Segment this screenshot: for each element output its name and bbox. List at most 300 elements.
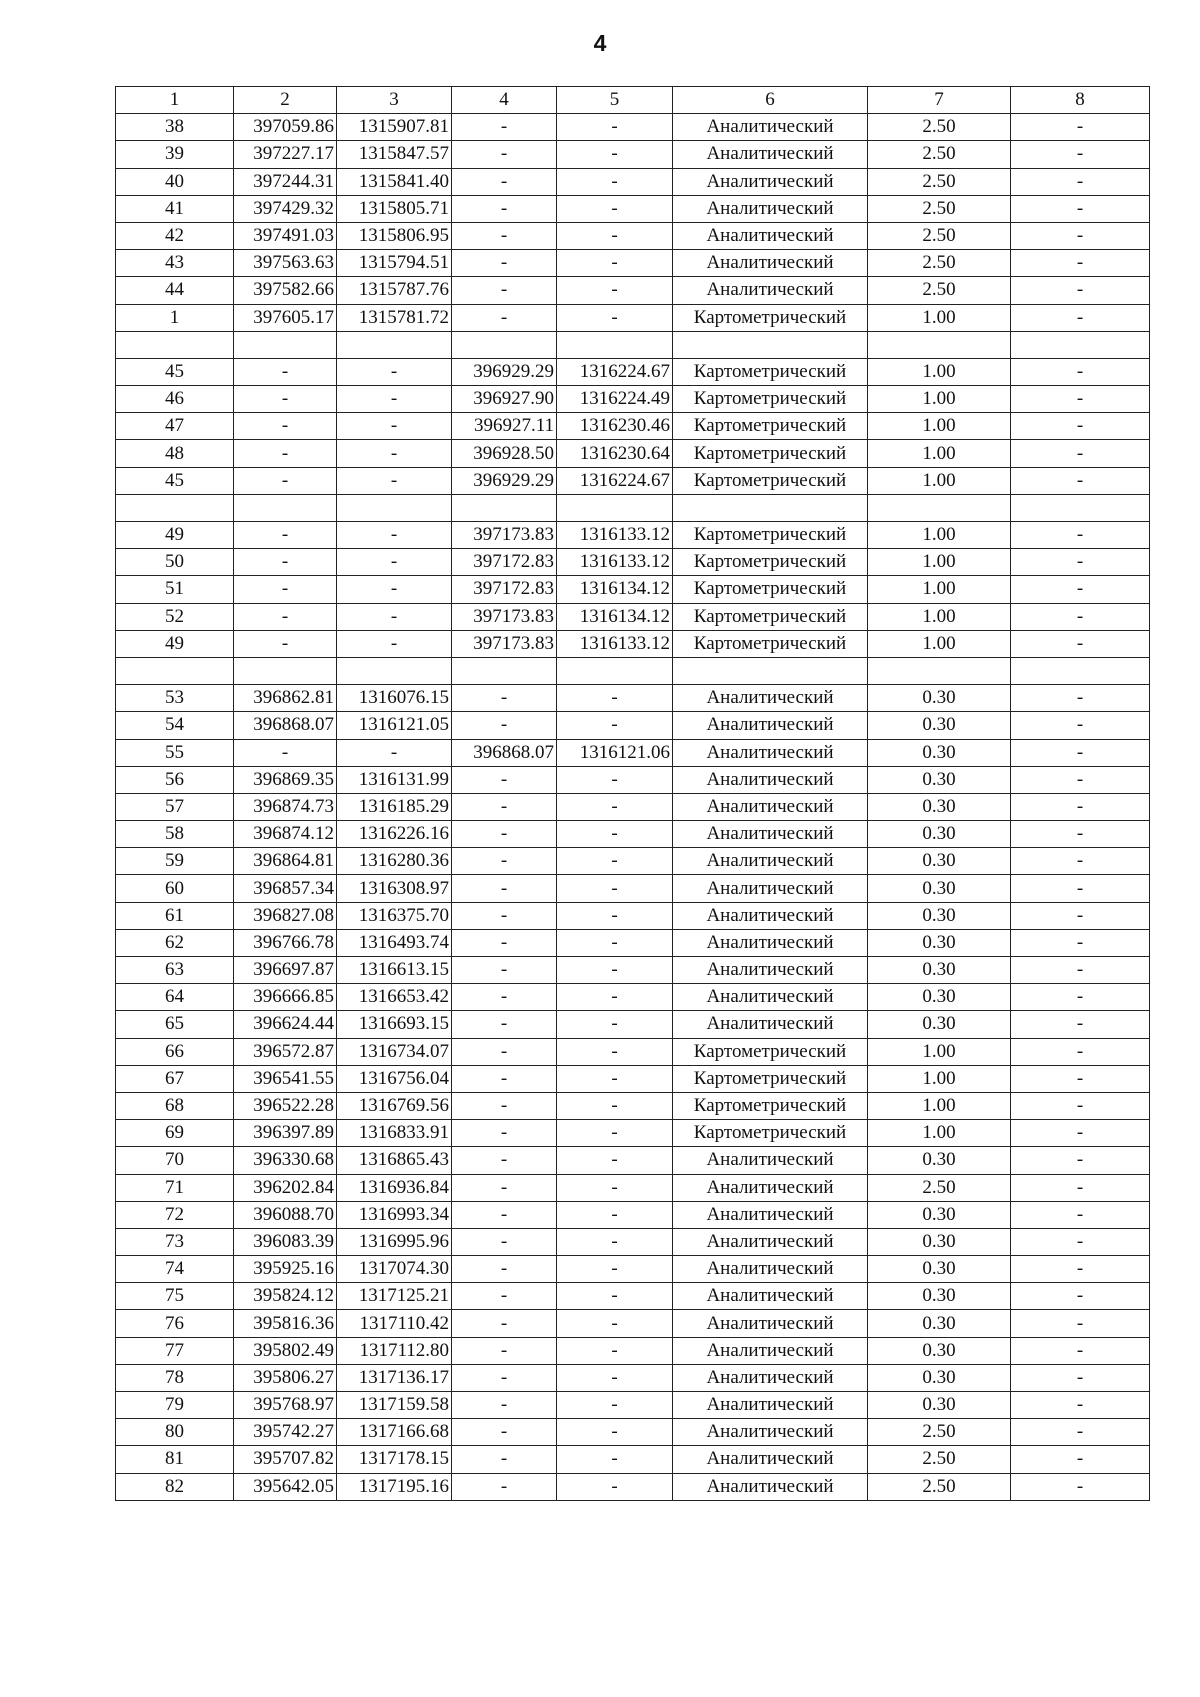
cell-point-number: 52 [116, 603, 234, 630]
cell-description: - [1011, 1011, 1150, 1038]
cell-x-new: - [452, 1228, 557, 1255]
cell-method [673, 331, 868, 358]
cell-method: Аналитический [673, 793, 868, 820]
cell-y-existing: 1316693.15 [337, 1011, 452, 1038]
cell-accuracy: 0.30 [868, 984, 1011, 1011]
cell-method: Картометрический [673, 1092, 868, 1119]
cell-method: Картометрический [673, 1120, 868, 1147]
cell-description: - [1011, 1446, 1150, 1473]
cell-description: - [1011, 712, 1150, 739]
cell-y-existing: 1315907.81 [337, 114, 452, 141]
cell-description: - [1011, 1364, 1150, 1391]
cell-y-existing: - [337, 413, 452, 440]
cell-description: - [1011, 848, 1150, 875]
cell-x-existing: 395768.97 [234, 1392, 337, 1419]
cell-y-new: - [557, 1147, 673, 1174]
cell-accuracy: 0.30 [868, 1283, 1011, 1310]
cell-method: Аналитический [673, 739, 868, 766]
cell-y-existing: 1317195.16 [337, 1473, 452, 1500]
cell-y-new: - [557, 222, 673, 249]
table-row [116, 522, 1150, 549]
table-row [116, 250, 1150, 277]
cell-y-new: - [557, 902, 673, 929]
cell-y-existing: - [337, 603, 452, 630]
table-row [116, 1446, 1150, 1473]
cell-accuracy: 0.30 [868, 1337, 1011, 1364]
cell-description: - [1011, 522, 1150, 549]
cell-x-existing: 397582.66 [234, 277, 337, 304]
cell-accuracy: 2.50 [868, 141, 1011, 168]
cell-y-existing: 1316833.91 [337, 1120, 452, 1147]
cell-point-number: 49 [116, 630, 234, 657]
cell-method [673, 494, 868, 521]
cell-x-new: - [452, 766, 557, 793]
cell-method: Аналитический [673, 1147, 868, 1174]
cell-accuracy: 0.30 [868, 1364, 1011, 1391]
cell-x-existing: 397605.17 [234, 304, 337, 331]
cell-x-existing: 396766.78 [234, 929, 337, 956]
cell-method: Картометрический [673, 413, 868, 440]
table-row [116, 1038, 1150, 1065]
cell-description: - [1011, 1038, 1150, 1065]
cell-accuracy [868, 331, 1011, 358]
cell-accuracy [868, 494, 1011, 521]
cell-accuracy: 2.50 [868, 1473, 1011, 1500]
table-row [116, 1337, 1150, 1364]
cell-point-number: 48 [116, 440, 234, 467]
cell-y-existing: 1316076.15 [337, 685, 452, 712]
cell-point-number: 60 [116, 875, 234, 902]
table-row [116, 1364, 1150, 1391]
cell-point-number [116, 657, 234, 684]
cell-method: Картометрический [673, 386, 868, 413]
cell-y-existing: 1316936.84 [337, 1174, 452, 1201]
cell-y-new: - [557, 984, 673, 1011]
cell-description: - [1011, 929, 1150, 956]
cell-x-new: 397173.83 [452, 603, 557, 630]
cell-x-existing: 395824.12 [234, 1283, 337, 1310]
cell-y-existing: 1316769.56 [337, 1092, 452, 1119]
table-row [116, 657, 1150, 684]
cell-accuracy: 0.30 [868, 848, 1011, 875]
cell-method: Картометрический [673, 440, 868, 467]
table-row [116, 1473, 1150, 1500]
table-row [116, 739, 1150, 766]
cell-x-new: 396929.29 [452, 358, 557, 385]
cell-x-new [452, 331, 557, 358]
cell-method: Аналитический [673, 685, 868, 712]
cell-x-new: - [452, 1364, 557, 1391]
cell-accuracy: 2.50 [868, 1419, 1011, 1446]
table-row [116, 1419, 1150, 1446]
cell-method: Аналитический [673, 712, 868, 739]
cell-y-new: - [557, 1256, 673, 1283]
cell-y-existing: 1316280.36 [337, 848, 452, 875]
cell-x-existing: 397227.17 [234, 141, 337, 168]
table-row [116, 304, 1150, 331]
cell-x-existing: 396697.87 [234, 957, 337, 984]
cell-method: Картометрический [673, 1065, 868, 1092]
cell-point-number: 82 [116, 1473, 234, 1500]
cell-y-existing: 1316865.43 [337, 1147, 452, 1174]
cell-accuracy: 0.30 [868, 875, 1011, 902]
cell-x-new: - [452, 1256, 557, 1283]
cell-point-number: 80 [116, 1419, 234, 1446]
cell-point-number: 76 [116, 1310, 234, 1337]
cell-description: - [1011, 1228, 1150, 1255]
cell-x-new: - [452, 1092, 557, 1119]
cell-x-existing: 396857.34 [234, 875, 337, 902]
cell-point-number: 78 [116, 1364, 234, 1391]
cell-x-new: - [452, 1446, 557, 1473]
cell-description: - [1011, 576, 1150, 603]
cell-point-number: 67 [116, 1065, 234, 1092]
cell-method: Аналитический [673, 141, 868, 168]
cell-point-number: 53 [116, 685, 234, 712]
cell-accuracy: 0.30 [868, 1228, 1011, 1255]
cell-description: - [1011, 984, 1150, 1011]
cell-point-number: 62 [116, 929, 234, 956]
cell-method: Аналитический [673, 195, 868, 222]
cell-method: Аналитический [673, 1419, 868, 1446]
cell-description: - [1011, 821, 1150, 848]
table-row [116, 1228, 1150, 1255]
cell-y-existing [337, 657, 452, 684]
cell-x-existing: - [234, 413, 337, 440]
header-row [116, 87, 1150, 114]
cell-x-existing: 396088.70 [234, 1201, 337, 1228]
table-header [116, 87, 1150, 114]
cell-method: Картометрический [673, 576, 868, 603]
cell-accuracy: 1.00 [868, 1092, 1011, 1119]
cell-x-new: - [452, 1392, 557, 1419]
cell-x-existing: 396522.28 [234, 1092, 337, 1119]
table-row [116, 603, 1150, 630]
cell-description: - [1011, 1120, 1150, 1147]
cell-accuracy [868, 657, 1011, 684]
cell-y-new: - [557, 848, 673, 875]
cell-x-existing: 395802.49 [234, 1337, 337, 1364]
cell-y-new: - [557, 1038, 673, 1065]
table-row [116, 277, 1150, 304]
cell-method: Аналитический [673, 1256, 868, 1283]
cell-x-new: 397172.83 [452, 549, 557, 576]
cell-description: - [1011, 1147, 1150, 1174]
cell-x-existing [234, 331, 337, 358]
table-row [116, 195, 1150, 222]
cell-point-number: 38 [116, 114, 234, 141]
cell-y-new: - [557, 277, 673, 304]
cell-y-existing: 1315787.76 [337, 277, 452, 304]
cell-y-new: - [557, 1446, 673, 1473]
cell-y-existing: 1315847.57 [337, 141, 452, 168]
cell-method: Аналитический [673, 1228, 868, 1255]
cell-method: Аналитический [673, 1446, 868, 1473]
cell-method: Аналитический [673, 1364, 868, 1391]
cell-method: Аналитический [673, 250, 868, 277]
cell-x-existing: 397491.03 [234, 222, 337, 249]
cell-point-number: 79 [116, 1392, 234, 1419]
cell-description: - [1011, 141, 1150, 168]
cell-y-existing: 1315781.72 [337, 304, 452, 331]
cell-y-new [557, 657, 673, 684]
cell-accuracy: 1.00 [868, 1038, 1011, 1065]
cell-x-new: - [452, 902, 557, 929]
cell-y-existing: 1317136.17 [337, 1364, 452, 1391]
cell-x-existing: 397429.32 [234, 195, 337, 222]
cell-accuracy: 2.50 [868, 168, 1011, 195]
cell-y-existing: 1315806.95 [337, 222, 452, 249]
cell-point-number: 61 [116, 902, 234, 929]
cell-description: - [1011, 467, 1150, 494]
cell-accuracy: 2.50 [868, 222, 1011, 249]
cell-y-existing: - [337, 386, 452, 413]
cell-y-new: - [557, 766, 673, 793]
cell-method: Аналитический [673, 984, 868, 1011]
cell-method: Аналитический [673, 168, 868, 195]
cell-point-number: 64 [116, 984, 234, 1011]
table-row [116, 494, 1150, 521]
cell-accuracy: 0.30 [868, 1392, 1011, 1419]
cell-y-existing: 1315794.51 [337, 250, 452, 277]
cell-point-number: 57 [116, 793, 234, 820]
cell-x-existing: 395806.27 [234, 1364, 337, 1391]
cell-x-new: - [452, 875, 557, 902]
table-row [116, 168, 1150, 195]
cell-y-existing: 1316995.96 [337, 1228, 452, 1255]
cell-point-number: 74 [116, 1256, 234, 1283]
cell-point-number: 68 [116, 1092, 234, 1119]
cell-method: Аналитический [673, 114, 868, 141]
cell-y-new: 1316133.12 [557, 630, 673, 657]
cell-point-number: 63 [116, 957, 234, 984]
cell-y-new: - [557, 1011, 673, 1038]
cell-x-existing [234, 494, 337, 521]
cell-x-existing [234, 657, 337, 684]
cell-y-existing: 1316734.07 [337, 1038, 452, 1065]
cell-y-existing: - [337, 358, 452, 385]
cell-description: - [1011, 875, 1150, 902]
table-row [116, 413, 1150, 440]
cell-description: - [1011, 168, 1150, 195]
cell-accuracy: 0.30 [868, 739, 1011, 766]
cell-y-existing: 1316185.29 [337, 793, 452, 820]
cell-x-existing: 395642.05 [234, 1473, 337, 1500]
cell-x-new: - [452, 1201, 557, 1228]
table-row [116, 141, 1150, 168]
table-body [116, 114, 1150, 1501]
cell-accuracy: 2.50 [868, 114, 1011, 141]
cell-description: - [1011, 902, 1150, 929]
cell-x-new: - [452, 1174, 557, 1201]
cell-description: - [1011, 603, 1150, 630]
cell-y-existing: - [337, 467, 452, 494]
column-header-1: 1 [116, 87, 234, 114]
table-row [116, 1174, 1150, 1201]
cell-point-number: 49 [116, 522, 234, 549]
cell-method: Аналитический [673, 929, 868, 956]
cell-x-new: 396927.90 [452, 386, 557, 413]
table-row [116, 929, 1150, 956]
table-row [116, 576, 1150, 603]
cell-accuracy: 1.00 [868, 522, 1011, 549]
cell-point-number: 45 [116, 358, 234, 385]
cell-accuracy: 0.30 [868, 1147, 1011, 1174]
cell-x-existing: 396869.35 [234, 766, 337, 793]
cell-method: Картометрический [673, 549, 868, 576]
cell-x-existing: 396666.85 [234, 984, 337, 1011]
table-row [116, 222, 1150, 249]
cell-x-new: - [452, 1337, 557, 1364]
column-header-7: 7 [868, 87, 1011, 114]
cell-accuracy: 1.00 [868, 1065, 1011, 1092]
cell-y-existing: - [337, 739, 452, 766]
table-row [116, 1283, 1150, 1310]
cell-description [1011, 331, 1150, 358]
cell-x-new: - [452, 1065, 557, 1092]
cell-method: Аналитический [673, 1283, 868, 1310]
cell-method: Аналитический [673, 1473, 868, 1500]
cell-y-new: - [557, 1092, 673, 1119]
cell-description: - [1011, 1283, 1150, 1310]
table-row [116, 1011, 1150, 1038]
cell-accuracy: 1.00 [868, 630, 1011, 657]
cell-y-new: - [557, 141, 673, 168]
cell-point-number: 75 [116, 1283, 234, 1310]
cell-accuracy: 0.30 [868, 685, 1011, 712]
cell-y-new: - [557, 1201, 673, 1228]
cell-accuracy: 1.00 [868, 440, 1011, 467]
cell-point-number: 56 [116, 766, 234, 793]
cell-description: - [1011, 304, 1150, 331]
cell-x-new: 397173.83 [452, 630, 557, 657]
cell-x-existing: 395816.36 [234, 1310, 337, 1337]
cell-x-existing: - [234, 358, 337, 385]
cell-y-new: - [557, 1065, 673, 1092]
cell-x-existing: 396330.68 [234, 1147, 337, 1174]
cell-x-new: - [452, 1147, 557, 1174]
cell-description: - [1011, 277, 1150, 304]
cell-description: - [1011, 195, 1150, 222]
cell-description: - [1011, 114, 1150, 141]
table-row [116, 1256, 1150, 1283]
cell-y-new: - [557, 1419, 673, 1446]
cell-method: Аналитический [673, 957, 868, 984]
cell-accuracy: 0.30 [868, 821, 1011, 848]
cell-y-existing: 1316493.74 [337, 929, 452, 956]
cell-x-new: 396928.50 [452, 440, 557, 467]
cell-y-existing [337, 331, 452, 358]
cell-x-existing: 396864.81 [234, 848, 337, 875]
table-row [116, 957, 1150, 984]
cell-x-existing: - [234, 630, 337, 657]
cell-description: - [1011, 222, 1150, 249]
table-row [116, 114, 1150, 141]
cell-point-number: 65 [116, 1011, 234, 1038]
cell-y-existing: 1317159.58 [337, 1392, 452, 1419]
cell-point-number: 1 [116, 304, 234, 331]
cell-y-existing: 1317110.42 [337, 1310, 452, 1337]
cell-point-number: 44 [116, 277, 234, 304]
cell-x-new: - [452, 984, 557, 1011]
table-row [116, 875, 1150, 902]
cell-x-new: - [452, 195, 557, 222]
cell-method: Картометрический [673, 522, 868, 549]
cell-accuracy: 0.30 [868, 957, 1011, 984]
table-row [116, 630, 1150, 657]
cell-x-new: - [452, 1473, 557, 1500]
cell-x-existing: - [234, 576, 337, 603]
cell-x-existing: 395707.82 [234, 1446, 337, 1473]
cell-y-new: 1316224.49 [557, 386, 673, 413]
cell-method: Аналитический [673, 848, 868, 875]
cell-method: Аналитический [673, 875, 868, 902]
cell-method: Аналитический [673, 1392, 868, 1419]
cell-x-existing: 396397.89 [234, 1120, 337, 1147]
cell-description: - [1011, 440, 1150, 467]
cell-point-number: 69 [116, 1120, 234, 1147]
cell-y-existing: 1317125.21 [337, 1283, 452, 1310]
cell-x-existing: - [234, 603, 337, 630]
cell-y-new: - [557, 195, 673, 222]
cell-method: Картометрический [673, 630, 868, 657]
cell-accuracy: 0.30 [868, 929, 1011, 956]
cell-accuracy: 1.00 [868, 1120, 1011, 1147]
cell-accuracy: 2.50 [868, 1446, 1011, 1473]
cell-x-new: 396868.07 [452, 739, 557, 766]
cell-y-existing: 1315805.71 [337, 195, 452, 222]
cell-y-existing: 1317112.80 [337, 1337, 452, 1364]
table-row [116, 848, 1150, 875]
cell-point-number: 73 [116, 1228, 234, 1255]
cell-x-existing: - [234, 549, 337, 576]
cell-point-number: 54 [116, 712, 234, 739]
cell-description: - [1011, 766, 1150, 793]
cell-x-existing: 397244.31 [234, 168, 337, 195]
cell-x-existing: 396083.39 [234, 1228, 337, 1255]
cell-y-existing: - [337, 549, 452, 576]
cell-x-existing: - [234, 440, 337, 467]
cell-x-new: - [452, 250, 557, 277]
cell-x-new: - [452, 793, 557, 820]
cell-x-new: - [452, 141, 557, 168]
cell-y-existing: 1316375.70 [337, 902, 452, 929]
cell-x-new: - [452, 1011, 557, 1038]
cell-x-new: 397173.83 [452, 522, 557, 549]
table-row [116, 1392, 1150, 1419]
cell-x-existing: - [234, 386, 337, 413]
table-row [116, 467, 1150, 494]
cell-y-existing: - [337, 576, 452, 603]
cell-x-existing: 396541.55 [234, 1065, 337, 1092]
cell-description: - [1011, 630, 1150, 657]
cell-accuracy: 1.00 [868, 576, 1011, 603]
cell-y-new [557, 331, 673, 358]
cell-y-new: 1316224.67 [557, 467, 673, 494]
cell-x-new: 397172.83 [452, 576, 557, 603]
cell-method: Картометрический [673, 304, 868, 331]
cell-y-new: - [557, 957, 673, 984]
cell-y-new: 1316121.06 [557, 739, 673, 766]
cell-y-new: 1316133.12 [557, 522, 673, 549]
column-header-6: 6 [673, 87, 868, 114]
cell-y-new: - [557, 1283, 673, 1310]
cell-y-new: 1316134.12 [557, 576, 673, 603]
cell-method: Картометрический [673, 467, 868, 494]
cell-accuracy: 0.30 [868, 1256, 1011, 1283]
cell-y-new: - [557, 1120, 673, 1147]
cell-description: - [1011, 1419, 1150, 1446]
